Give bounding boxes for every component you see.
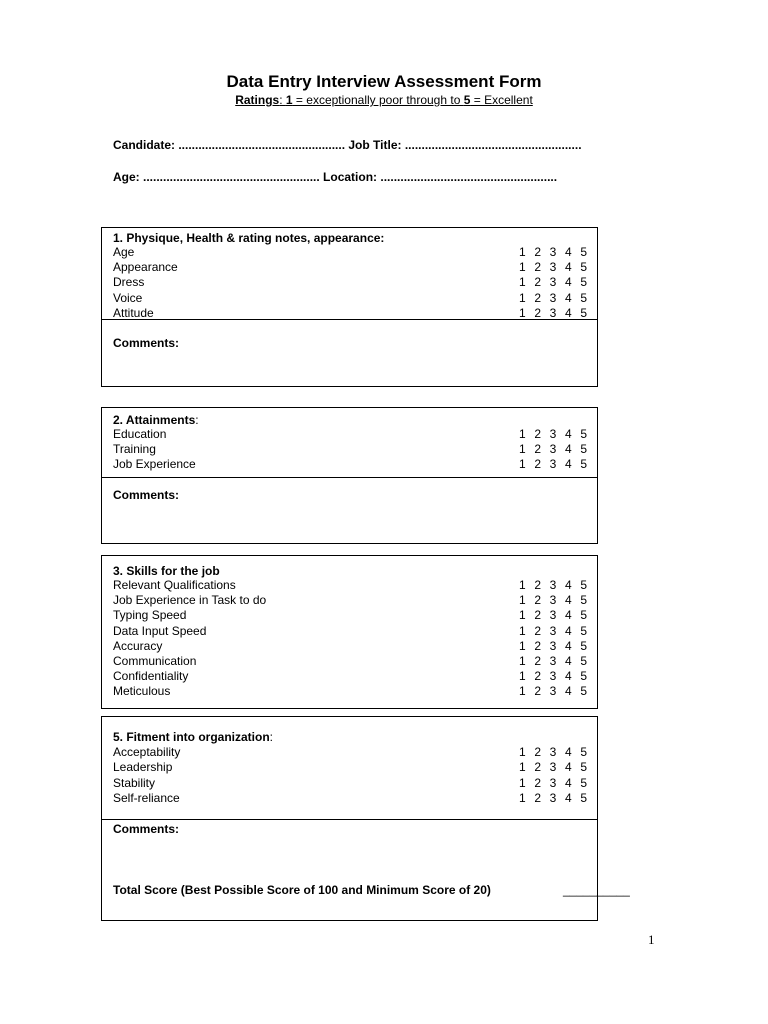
section-heading xyxy=(113,730,273,744)
rating-option[interactable]: 5 xyxy=(580,593,587,608)
rating-option[interactable]: 2 xyxy=(534,305,542,320)
rating-option[interactable]: 5 xyxy=(580,790,587,805)
rating-option[interactable]: 2 xyxy=(534,638,542,653)
rating-option[interactable]: 3 xyxy=(549,790,557,805)
section-heading-tail: : xyxy=(195,413,199,427)
age-location-line: Age: ..................................................... Location: ..................................................... xyxy=(113,170,558,184)
rating-option[interactable]: 2 xyxy=(534,442,542,456)
candidate-job-title-line: Candidate: .................................................. Job Title: ..................................................... xyxy=(113,138,582,152)
rating-scale xyxy=(519,669,587,684)
rating-option[interactable]: 3 xyxy=(549,593,557,608)
rating-option[interactable]: 2 xyxy=(534,593,542,608)
rating-option[interactable]: 4 xyxy=(564,745,572,759)
section-physique xyxy=(101,227,598,387)
rating-row xyxy=(113,291,586,306)
rating-row xyxy=(113,745,586,760)
rating-option[interactable]: 4 xyxy=(564,638,572,653)
rating-option[interactable]: 2 xyxy=(534,260,542,275)
section-heading xyxy=(113,231,384,245)
rating-row-label: Acceptability xyxy=(113,745,181,759)
rating-option[interactable]: 3 xyxy=(549,684,557,699)
ratings-low: 1 xyxy=(285,93,293,107)
rating-row xyxy=(113,684,586,699)
rating-option[interactable]: 5 xyxy=(580,442,587,456)
comments-label: Comments: xyxy=(113,822,180,836)
rating-row-label: Age xyxy=(113,245,135,259)
rating-option[interactable]: 3 xyxy=(549,260,557,275)
rating-option[interactable]: 2 xyxy=(534,290,542,305)
rating-row xyxy=(113,275,586,290)
rating-row xyxy=(113,245,586,260)
rating-option[interactable]: 5 xyxy=(580,684,587,699)
rating-option[interactable]: 1 xyxy=(519,593,526,608)
rating-option[interactable]: 1 xyxy=(519,684,526,699)
rating-row xyxy=(113,427,586,442)
rating-option[interactable]: 4 xyxy=(564,684,572,699)
rating-row-label: Confidentiality xyxy=(113,669,189,684)
rating-option[interactable]: 3 xyxy=(549,608,557,623)
comments-label: Comments: xyxy=(113,488,180,502)
section-heading-tail: : xyxy=(269,730,274,744)
rating-scale xyxy=(519,776,587,791)
rating-option[interactable]: 2 xyxy=(534,790,542,805)
rating-option[interactable]: 5 xyxy=(580,654,587,668)
rating-option[interactable]: 2 xyxy=(534,623,542,638)
rating-option[interactable]: 3 xyxy=(549,457,557,471)
rating-scale xyxy=(519,260,587,275)
rating-row-label: Stability xyxy=(113,775,156,790)
rating-option[interactable]: 2 xyxy=(534,654,542,668)
rating-row-label: Leadership xyxy=(113,760,173,775)
rating-option[interactable]: 5 xyxy=(580,760,587,775)
rating-option[interactable]: 4 xyxy=(564,427,572,441)
rating-row xyxy=(113,457,586,472)
rating-row xyxy=(113,593,586,608)
rating-option[interactable]: 4 xyxy=(564,623,572,638)
rating-option[interactable]: 3 xyxy=(549,638,557,653)
rating-option[interactable]: 5 xyxy=(580,638,587,653)
rating-row-label: Relevant Qualifications xyxy=(113,578,236,592)
rating-option[interactable]: 1 xyxy=(519,623,526,638)
ratings-label: Ratings xyxy=(235,93,280,107)
rating-option[interactable]: 5 xyxy=(580,745,587,759)
rating-option[interactable]: 3 xyxy=(549,669,557,684)
rating-scale xyxy=(519,760,587,775)
rating-option[interactable]: 3 xyxy=(549,245,557,259)
rating-row xyxy=(113,639,586,654)
total-score-label: Total Score (Best Possible Score of 100 and Minimum Score of 20) xyxy=(113,883,491,897)
rating-row xyxy=(113,260,586,275)
rating-option[interactable]: 5 xyxy=(580,275,587,290)
rating-row xyxy=(113,578,586,593)
rating-row-label: Job Experience xyxy=(113,457,196,471)
rating-scale xyxy=(519,245,587,260)
rating-row-label: Voice xyxy=(113,290,143,305)
rating-option[interactable]: 4 xyxy=(564,457,572,471)
rating-option[interactable]: 1 xyxy=(519,305,526,320)
section-heading-text: 5. Fitment into organization xyxy=(113,730,270,744)
rating-option[interactable]: 5 xyxy=(580,623,587,638)
rating-scale xyxy=(519,275,587,290)
rating-row xyxy=(113,760,586,775)
rating-row xyxy=(113,442,586,457)
section-heading-text: 2. Attainments xyxy=(113,413,196,427)
rating-row xyxy=(113,669,586,684)
comments-label: Comments: xyxy=(113,336,180,350)
ratings-tail: = Excellent xyxy=(470,93,533,107)
rating-row-label: Job Experience in Task to do xyxy=(113,593,267,608)
rating-option[interactable]: 3 xyxy=(549,427,557,441)
rating-option[interactable]: 2 xyxy=(534,745,542,759)
rating-option[interactable]: 1 xyxy=(519,790,526,805)
rating-option[interactable]: 3 xyxy=(549,578,557,592)
rating-scale xyxy=(519,442,587,457)
rating-option[interactable]: 5 xyxy=(580,608,587,623)
rating-option[interactable]: 4 xyxy=(564,654,572,668)
rating-row-label: Training xyxy=(113,442,156,456)
rating-option[interactable]: 5 xyxy=(580,669,587,684)
rating-option[interactable]: 4 xyxy=(564,760,572,775)
rating-option[interactable]: 1 xyxy=(519,654,526,668)
rating-option[interactable]: 4 xyxy=(564,775,572,790)
rating-option[interactable]: 4 xyxy=(564,593,572,608)
rating-option[interactable]: 5 xyxy=(580,457,587,471)
rating-option[interactable]: 2 xyxy=(534,457,542,471)
rating-scale xyxy=(519,624,587,639)
rating-option[interactable]: 2 xyxy=(534,427,542,441)
rating-row xyxy=(113,791,586,806)
rating-option[interactable]: 1 xyxy=(519,260,526,275)
section-heading-text: 1. Physique, Health & rating notes, appearance: xyxy=(113,231,385,245)
rating-option[interactable]: 4 xyxy=(564,790,572,805)
rating-option[interactable]: 1 xyxy=(519,669,526,684)
rating-option[interactable]: 5 xyxy=(580,245,587,259)
rating-option[interactable]: 4 xyxy=(564,275,572,290)
rating-row-label: Accuracy xyxy=(113,638,163,653)
section-divider xyxy=(102,819,597,820)
rating-option[interactable]: 2 xyxy=(534,275,542,290)
rating-option[interactable]: 1 xyxy=(519,457,526,471)
section-attainments xyxy=(101,407,598,544)
rating-option[interactable]: 2 xyxy=(534,760,542,775)
total-score-blank: __________ xyxy=(563,883,630,897)
section-heading xyxy=(113,564,220,578)
rating-scale xyxy=(519,654,587,669)
rating-option[interactable]: 5 xyxy=(580,578,587,592)
rating-option[interactable]: 3 xyxy=(549,745,557,759)
rating-option[interactable]: 4 xyxy=(564,305,572,320)
rating-scale xyxy=(519,608,587,623)
rating-option[interactable]: 3 xyxy=(549,290,557,305)
rating-option[interactable]: 4 xyxy=(564,290,572,305)
rating-row xyxy=(113,654,586,669)
rating-option[interactable]: 1 xyxy=(519,608,526,623)
rating-option[interactable]: 1 xyxy=(519,775,526,790)
ratings-legend xyxy=(0,93,768,107)
rating-row-label: Attitude xyxy=(113,305,154,320)
section-divider xyxy=(102,319,597,320)
rating-row-label: Dress xyxy=(113,275,145,290)
rating-scale xyxy=(519,457,587,472)
rating-option[interactable]: 5 xyxy=(580,775,587,790)
rating-option[interactable]: 2 xyxy=(534,669,542,684)
rating-option[interactable]: 1 xyxy=(519,442,526,456)
rating-option[interactable]: 2 xyxy=(534,684,542,699)
rating-option[interactable]: 5 xyxy=(580,260,587,275)
rating-scale xyxy=(519,745,587,760)
rating-row xyxy=(113,608,586,623)
rating-row xyxy=(113,624,586,639)
rating-option[interactable]: 5 xyxy=(580,290,587,305)
rating-option[interactable]: 2 xyxy=(534,245,542,259)
rating-scale xyxy=(519,291,587,306)
rating-option[interactable]: 1 xyxy=(519,638,526,653)
section-heading-text: 3. Skills for the job xyxy=(113,564,220,578)
rating-row-label: Self-reliance xyxy=(113,790,180,805)
rating-option[interactable]: 4 xyxy=(564,245,572,259)
rating-option[interactable]: 5 xyxy=(580,427,587,441)
rating-row-label: Communication xyxy=(113,654,197,668)
rating-option[interactable]: 1 xyxy=(519,290,526,305)
rating-option[interactable]: 5 xyxy=(580,305,587,320)
section-fitment xyxy=(101,716,598,921)
rating-option[interactable]: 1 xyxy=(519,578,526,592)
section-divider xyxy=(102,477,597,478)
rating-option[interactable]: 3 xyxy=(549,760,557,775)
rating-scale xyxy=(519,593,587,608)
rating-option[interactable]: 4 xyxy=(564,442,572,456)
rating-option[interactable]: 1 xyxy=(519,760,526,775)
rating-option[interactable]: 4 xyxy=(564,260,572,275)
rating-scale xyxy=(519,639,587,654)
rating-option[interactable]: 1 xyxy=(519,427,526,441)
rating-scale xyxy=(519,684,587,699)
rating-option[interactable]: 3 xyxy=(549,305,557,320)
rating-row-label: Appearance xyxy=(113,260,178,275)
rating-option[interactable]: 1 xyxy=(519,745,526,759)
rating-row-label: Meticulous xyxy=(113,684,171,699)
rating-option[interactable]: 1 xyxy=(519,245,526,259)
rating-row-label: Data Input Speed xyxy=(113,623,207,638)
rating-option[interactable]: 2 xyxy=(534,775,542,790)
rating-row xyxy=(113,776,586,791)
rating-option[interactable]: 4 xyxy=(564,578,572,592)
rating-option[interactable]: 3 xyxy=(549,775,557,790)
section-skills xyxy=(101,555,598,709)
rating-option[interactable]: 3 xyxy=(549,654,557,668)
rating-option[interactable]: 4 xyxy=(564,608,572,623)
ratings-sep: : xyxy=(279,93,286,107)
page-title: Data Entry Interview Assessment Form xyxy=(226,72,542,91)
ratings-high: 5 xyxy=(463,93,471,107)
rating-option[interactable]: 4 xyxy=(564,669,572,684)
rating-option[interactable]: 3 xyxy=(549,442,557,456)
rating-option[interactable]: 1 xyxy=(519,275,526,290)
page-number: 1 xyxy=(648,932,655,947)
rating-scale xyxy=(519,578,587,593)
section-heading xyxy=(113,413,199,427)
rating-row-label: Education xyxy=(113,427,167,441)
rating-option[interactable]: 2 xyxy=(534,578,542,592)
ratings-mid: = exceptionally poor through to xyxy=(292,93,464,107)
rating-option[interactable]: 3 xyxy=(549,623,557,638)
rating-scale xyxy=(519,791,587,806)
rating-option[interactable]: 3 xyxy=(549,275,557,290)
rating-option[interactable]: 2 xyxy=(534,608,542,623)
rating-row-label: Typing Speed xyxy=(113,608,187,623)
rating-scale xyxy=(519,427,587,442)
